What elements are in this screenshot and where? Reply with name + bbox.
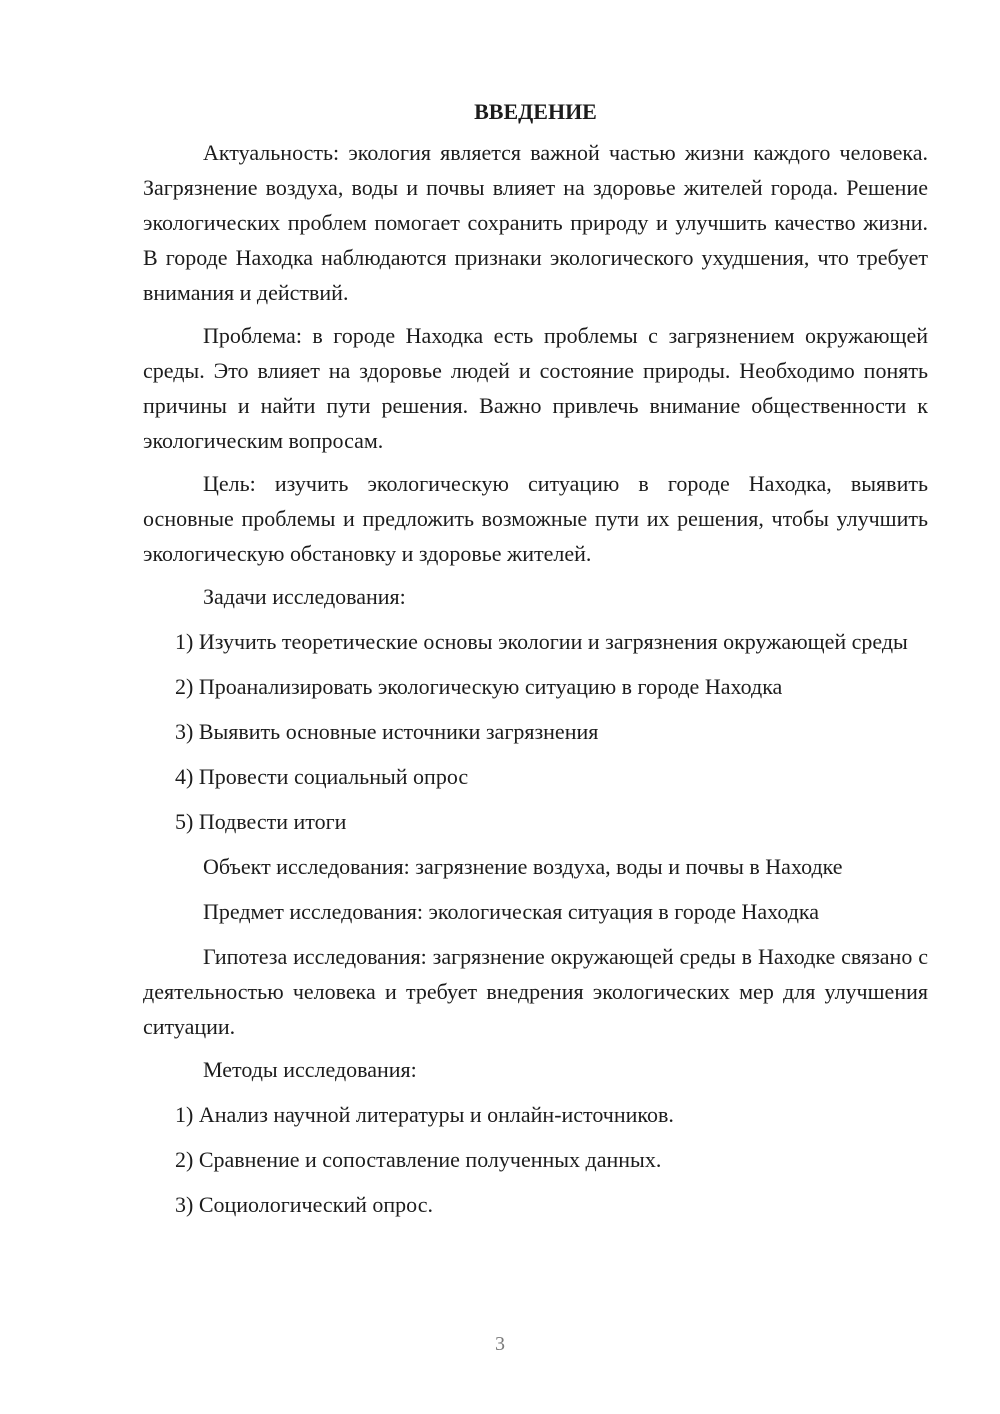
goal-paragraph: Цель: изучить экологическую ситуацию в городе Находка, выявить основные проблемы и предложить возможные пути их решения, чтобы улучшить экологическую обстановку и здоровье жителей.	[143, 471, 928, 566]
page-number: 3	[495, 1333, 505, 1355]
method-item: 1) Анализ научной литературы и онлайн-источников.	[175, 1102, 674, 1127]
task-item: 2) Проанализировать экологическую ситуацию в городе Находка	[175, 674, 783, 699]
task-item: 4) Провести социальный опрос	[175, 764, 469, 789]
method-item: 3) Социологический опрос.	[175, 1192, 433, 1217]
problem-paragraph: Проблема: в городе Находка есть проблемы с загрязнением окружающей среды. Это влияет на здоровье людей и состояние природы. Необходимо понять причины и найти пути решения. Важно привлечь внимание общественности к экологическим вопросам.	[143, 323, 928, 453]
method-item: 2) Сравнение и сопоставление полученных данных.	[175, 1147, 662, 1172]
task-item: 1) Изучить теоретические основы экологии и загрязнения окружающей среды	[175, 629, 908, 654]
relevance-paragraph: Актуальность: экология является важной частью жизни каждого человека. Загрязнение воздуха, воды и почвы влияет на здоровье жителей города. Решение экологических проблем помогает сохранить природу и улучшить качество жизни. В городе Находка наблюдаются признаки экологического ухудшения, что требует внимания и действий.	[143, 140, 928, 305]
hypothesis-paragraph: Гипотеза исследования: загрязнение окружающей среды в Находке связано с деятельностью человека и требует внедрения экологических мер для улучшения ситуации.	[143, 944, 928, 1039]
object-paragraph: Объект исследования: загрязнение воздуха, воды и почвы в Находке	[203, 854, 843, 879]
subject-paragraph: Предмет исследования: экологическая ситуация в городе Находка	[203, 899, 820, 924]
task-item: 3) Выявить основные источники загрязнения	[175, 719, 599, 744]
section-title: ВВЕДЕНИЕ	[474, 99, 597, 124]
tasks-label: Задачи исследования:	[203, 584, 406, 609]
page-content	[143, 95, 928, 1232]
methods-label: Методы исследования:	[203, 1057, 417, 1082]
task-item: 5) Подвести итоги	[175, 809, 347, 834]
